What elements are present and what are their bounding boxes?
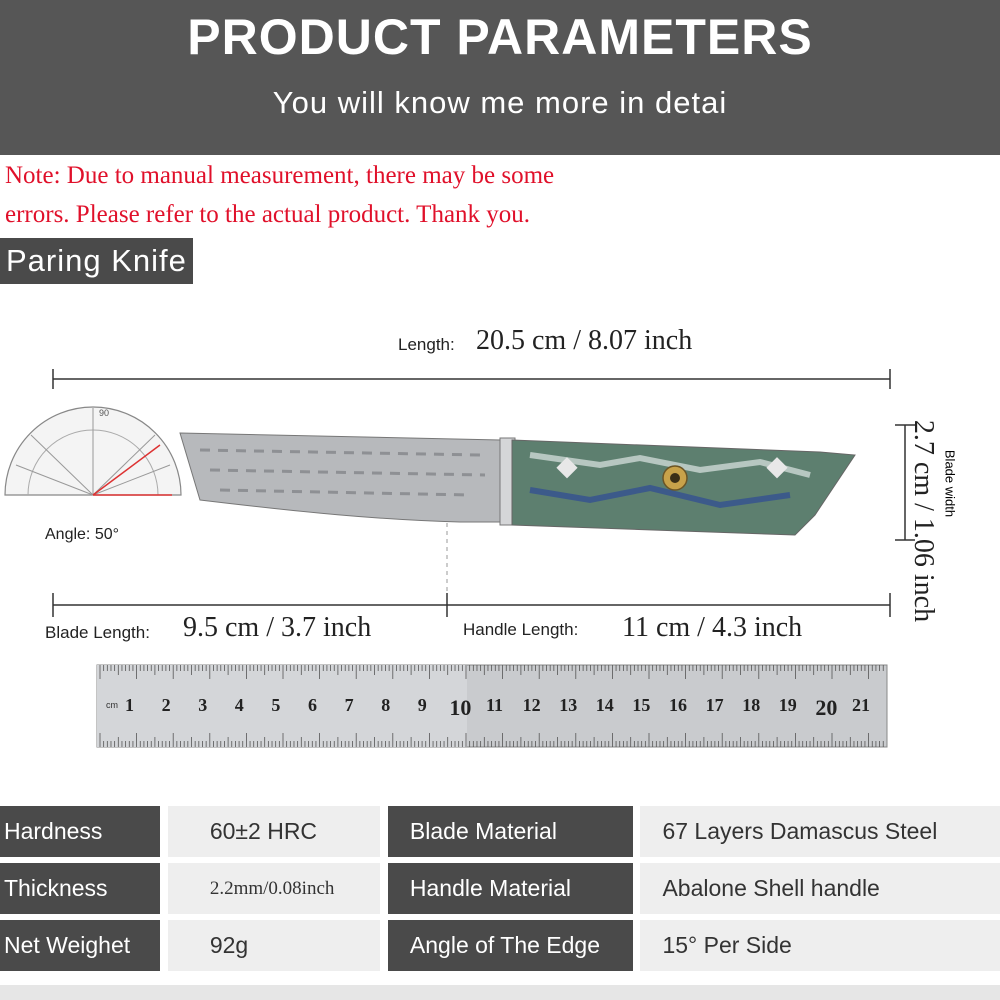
ruler-number: 6 [308, 695, 317, 715]
table-row [0, 863, 1000, 914]
spec-label-thickness: Thickness [0, 863, 160, 914]
length-label: Length: [398, 335, 455, 354]
angle-label: Angle: 50° [45, 526, 120, 543]
spec-value-handle-material: Abalone Shell handle [640, 863, 1000, 914]
ruler-number: 11 [486, 695, 504, 715]
ruler-number: 17 [705, 695, 724, 715]
ruler-number: 15 [632, 695, 651, 715]
blade-width-label: Blade width [942, 449, 958, 518]
ruler-number: 14 [595, 695, 614, 715]
blade-length-label: Blade Length: [45, 623, 150, 642]
bottom-strip [0, 985, 1000, 1000]
product-type-tag: Paring Knife [0, 238, 193, 284]
blade-length-value: 9.5 cm / 3.7 inch [183, 612, 372, 643]
handle-length-value: 11 cm / 4.3 inch [622, 612, 803, 643]
spec-value-blade-material: 67 Layers Damascus Steel [640, 806, 1000, 857]
ruler-unit-label: cm [106, 700, 118, 710]
protractor-label: 90 [99, 408, 110, 418]
page-title: PRODUCT PARAMETERS [187, 9, 813, 65]
table-row [0, 806, 1000, 857]
length-value: 20.5 cm / 8.07 inch [476, 325, 693, 356]
ruler-number: 19 [778, 695, 797, 715]
spec-value-edge-angle: 15° Per Side [640, 920, 1000, 971]
page-subtitle: You will know me more in detai [272, 85, 728, 120]
spec-label-blade-material: Blade Material [388, 806, 633, 857]
ruler-number: 5 [271, 695, 281, 715]
ruler-number: 21 [852, 695, 870, 715]
ruler-number: 4 [234, 695, 244, 715]
spec-table [0, 800, 1000, 977]
ruler-number: 9 [417, 695, 427, 715]
spec-label-hardness: Hardness [0, 806, 160, 857]
ruler-number: 20 [815, 695, 838, 720]
ruler-number: 3 [198, 695, 208, 715]
protractor-icon [5, 407, 181, 495]
ruler-number: 7 [344, 695, 354, 715]
knife-illustration [180, 433, 855, 535]
spec-value-net-weight: 92g [168, 920, 380, 971]
table-row [0, 920, 1000, 971]
ruler-number: 18 [742, 695, 761, 715]
ruler-number: 13 [559, 695, 578, 715]
ruler-number: 2 [161, 695, 171, 715]
ruler-number: 12 [522, 695, 541, 715]
spec-label-edge-angle: Angle of The Edge [388, 920, 633, 971]
spec-value-hardness: 60±2 HRC [168, 806, 380, 857]
ruler-number: 8 [381, 695, 391, 715]
blade-width-value: 2.7 cm / 1.06 inch [908, 419, 939, 623]
measurement-note-line-1: Note: Due to manual measurement, there may be some [5, 162, 555, 189]
spec-label-handle-material: Handle Material [388, 863, 633, 914]
ruler-number: 1 [125, 695, 134, 715]
handle-length-label: Handle Length: [463, 620, 579, 639]
spec-label-net-weight: Net Weighet [0, 920, 160, 971]
spec-value-thickness: 2.2mm/0.08inch [168, 863, 380, 914]
measurement-note-line-2: errors. Please refer to the actual product. Thank you. [5, 201, 531, 228]
ruler-number: 16 [669, 695, 687, 715]
ruler-number: 10 [449, 695, 472, 720]
